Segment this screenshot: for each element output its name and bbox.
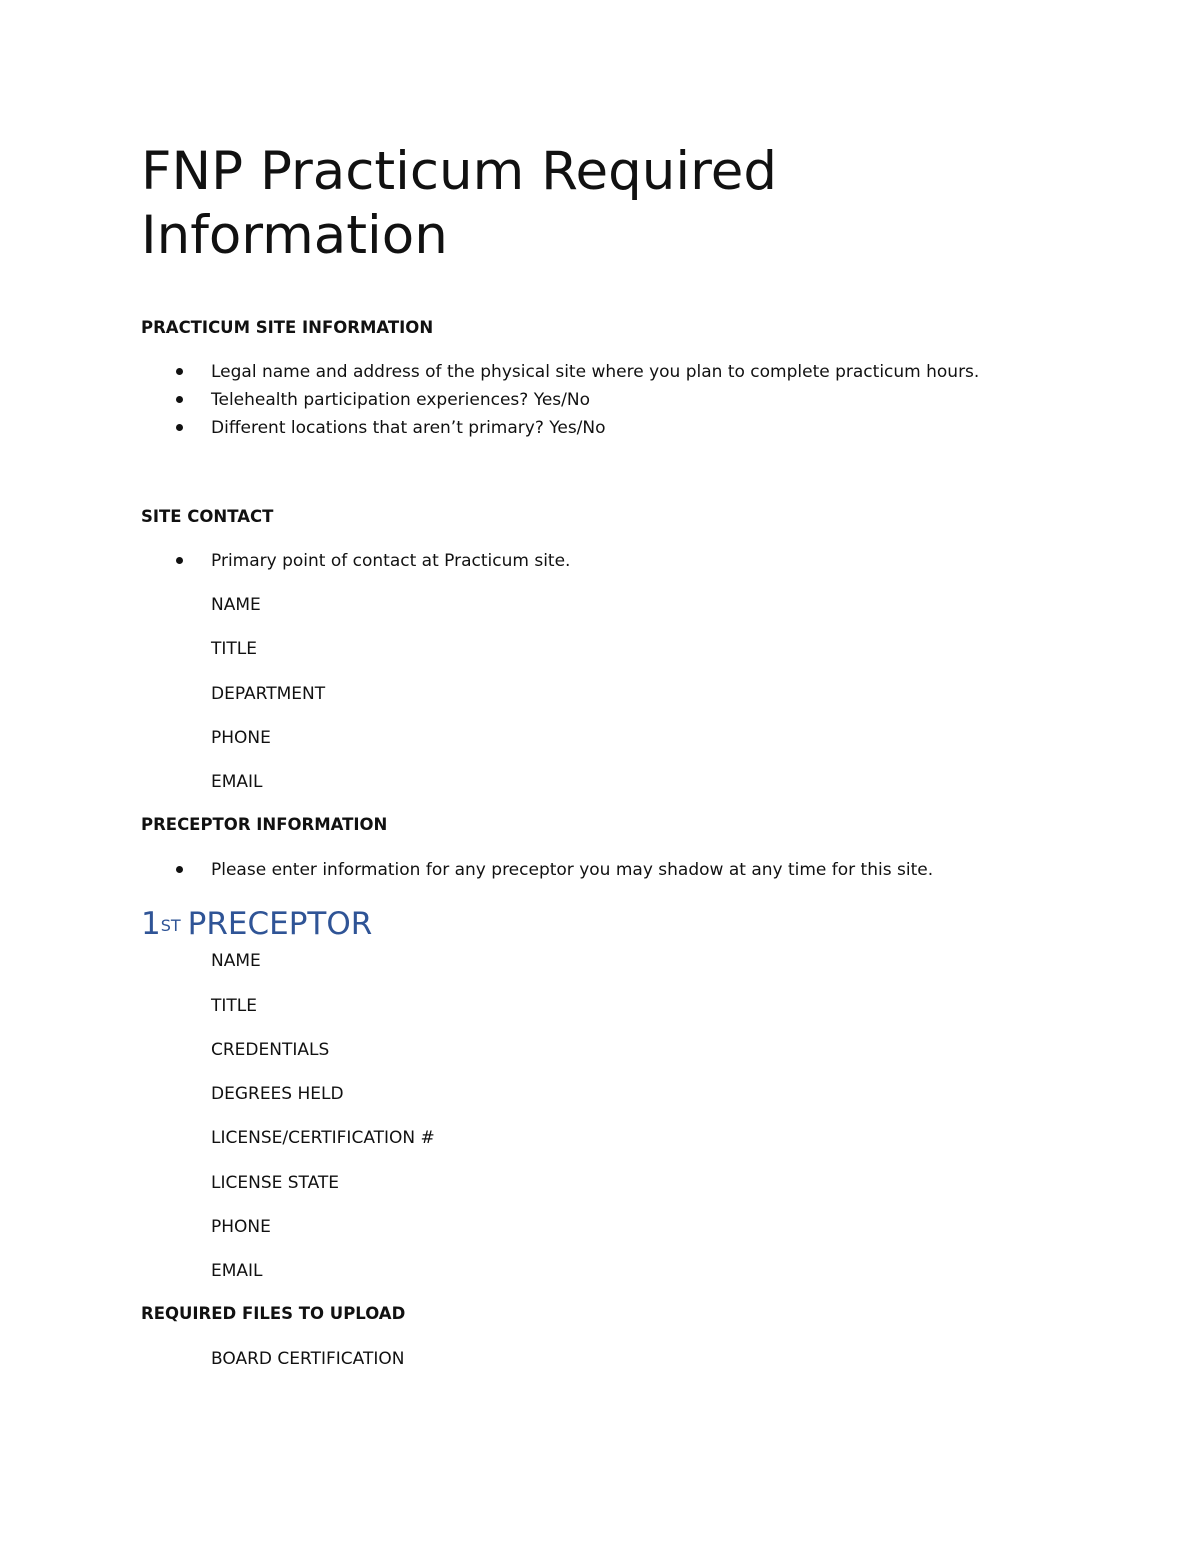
field-label-preceptor-title: TITLE [211, 996, 257, 1016]
bullet-item-preceptor-info: Please enter information for any preceptor you may shadow at any time for this site. [211, 860, 934, 880]
field-label-preceptor-license-number: LICENSE/CERTIFICATION # [211, 1128, 435, 1148]
field-label-contact-email: EMAIL [211, 772, 263, 792]
bullet-item-different-locations: Different locations that aren’t primary? Yes/No [211, 418, 606, 438]
field-label-contact-title: TITLE [211, 639, 257, 659]
field-label-preceptor-email: EMAIL [211, 1261, 263, 1281]
section-heading-preceptor: PRECEPTOR INFORMATION [141, 815, 388, 834]
field-label-preceptor-name: NAME [211, 951, 261, 971]
field-label-preceptor-phone: PHONE [211, 1217, 271, 1237]
bullet-icon [176, 368, 183, 375]
bullet-item-telehealth: Telehealth participation experiences? Yes/No [211, 390, 590, 410]
section-heading-practicum-site: PRACTICUM SITE INFORMATION [141, 318, 434, 337]
section-heading-required-files: REQUIRED FILES TO UPLOAD [141, 1304, 406, 1323]
field-label-contact-phone: PHONE [211, 728, 271, 748]
field-label-board-certification: BOARD CERTIFICATION [211, 1349, 405, 1369]
subheading-ordinal-suffix: ST [160, 916, 181, 935]
bullet-item-primary-contact: Primary point of contact at Practicum site. [211, 551, 571, 571]
bullet-icon [176, 866, 183, 873]
bullet-icon [176, 557, 183, 564]
bullet-icon [176, 424, 183, 431]
field-label-preceptor-license-state: LICENSE STATE [211, 1173, 340, 1193]
subheading-number: 1 [141, 906, 161, 942]
field-label-preceptor-degrees: DEGREES HELD [211, 1084, 344, 1104]
section-heading-site-contact: SITE CONTACT [141, 507, 274, 526]
subheading-first-preceptor [141, 904, 372, 944]
field-label-contact-department: DEPARTMENT [211, 684, 326, 704]
document-title: FNP Practicum Required Information [141, 141, 777, 266]
field-label-preceptor-credentials: CREDENTIALS [211, 1040, 330, 1060]
bullet-item-site-legal-name: Legal name and address of the physical site where you plan to complete practicum hours. [211, 362, 980, 382]
subheading-text: PRECEPTOR [187, 906, 373, 942]
field-label-contact-name: NAME [211, 595, 261, 615]
bullet-icon [176, 396, 183, 403]
